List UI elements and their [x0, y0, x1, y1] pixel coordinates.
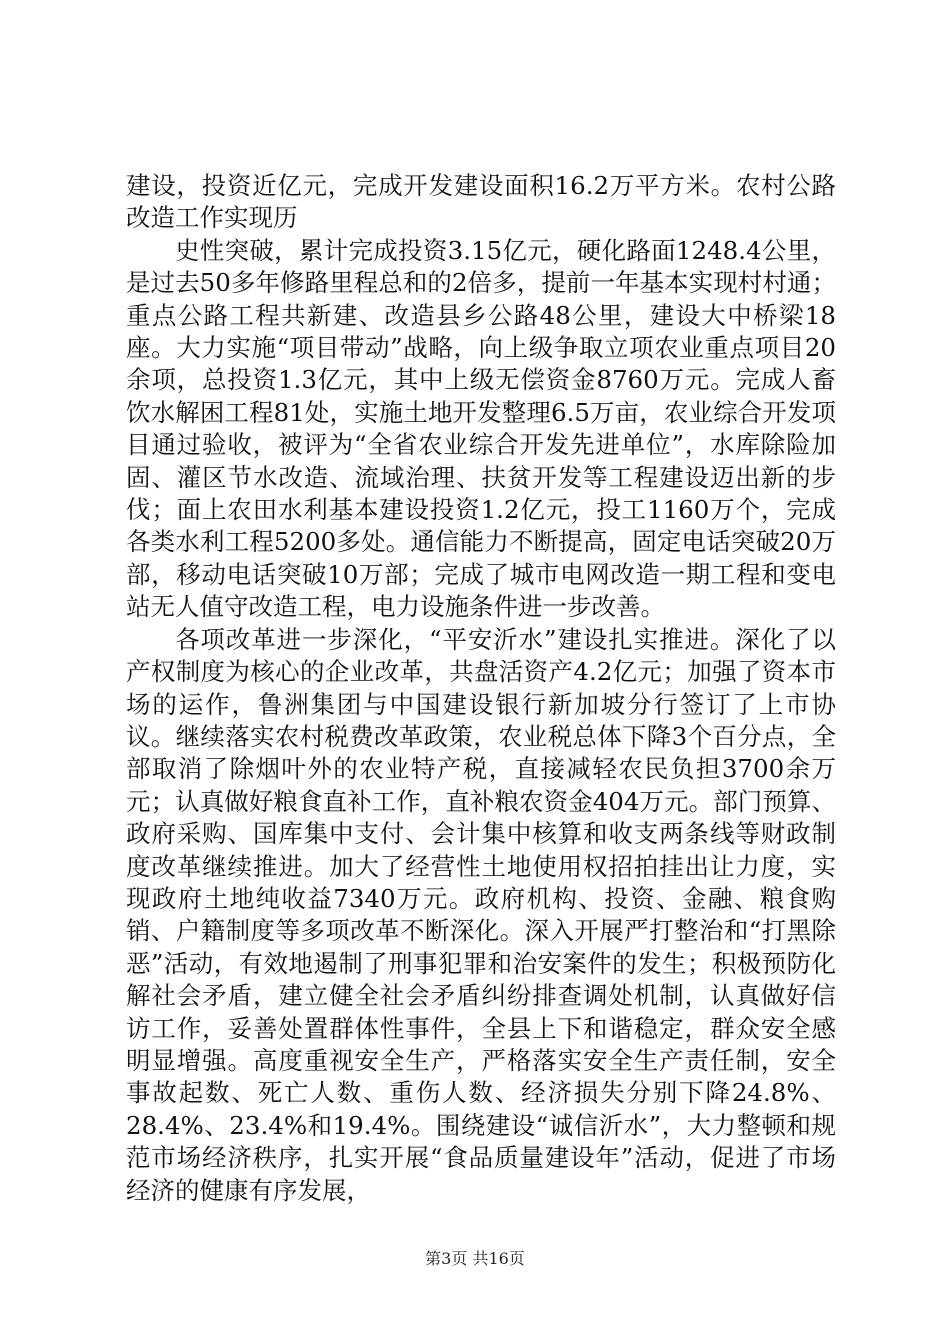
paragraph-1: 建设，投资近亿元，完成开发建设面积16.2万平方米。农村公路改造工作实现历 [126, 171, 836, 233]
page-footer: 第3页 共16页 [425, 1249, 525, 1268]
paragraph-2: 史性突破，累计完成投资3.15亿元，硬化路面1248.4公里，是过去50多年修路里程总和的2倍多，提前一年基本实现村村通；重点公路工程共新建、改造县乡公路48公里，建设大中桥梁18座。大力实施“项目带动”战略，向上级争取立项农业重点项目20余项，总投资1.3亿元，其中上级无偿资金8760万元。完成人畜饮水解困工程81处，实施土地开发整理6.5万亩，农业综合开发项目通过验收，被评为“全省农业综合开发先进单位”，水库除险加固、灌区节水改造、流域治理、扶贫开发等工程建设迈出新的步伐；面上农田水利基本建设投资1.2亿元，投工1160万个，完成各类水利工程5200多处。通信能力不断提高，固定电话突破20万部，移动电话突破10万部；完成了城市电网改造一期工程和变电站无人值守改造工程，电力设施条件进一步改善。 [126, 235, 836, 622]
paragraph-3: 各项改革进一步深化，“平安沂水”建设扎实推进。深化了以产权制度为核心的企业改革，共盘活资产4.2亿元；加强了资本市场的运作，鲁洲集团与中国建设银行新加坡分行签订了上市协议。继续落实农村税费改革政策，农业税总体下降3个百分点，全部取消了除烟叶外的农业特产税，直接减轻农民负担3700余万元；认真做好粮食直补工作，直补粮农资金404万元。部门预算、政府采购、国库集中支付、会计集中核算和收支两条线等财政制度改革继续推进。加大了经营性土地使用权招拍挂出让力度，实现政府土地纯收益7340万元。政府机构、投资、金融、粮食购销、户籍制度等多项改革不断深化。深入开展严打整治和“打黑除恶”活动，有效地遏制了刑事犯罪和治安案件的发生；积极预防化解社会矛盾，建立健全社会矛盾纠纷排查调处机制，认真做好信访工作，妥善处置群体性事件，全县上下和谐稳定，群众安全感明显增强。高度重视安全生产，严格落实安全生产责任制，安全事故起数、死亡人数、重伤人数、经济损失分别下降24.8%、28.4%、23.4%和19.4%。围绕建设“诚信沂水”，大力整顿和规范市场经济秩序，扎实开展“食品质量建设年”活动，促进了市场经济的健康有序发展， [126, 624, 836, 1205]
document-body [126, 170, 836, 1207]
